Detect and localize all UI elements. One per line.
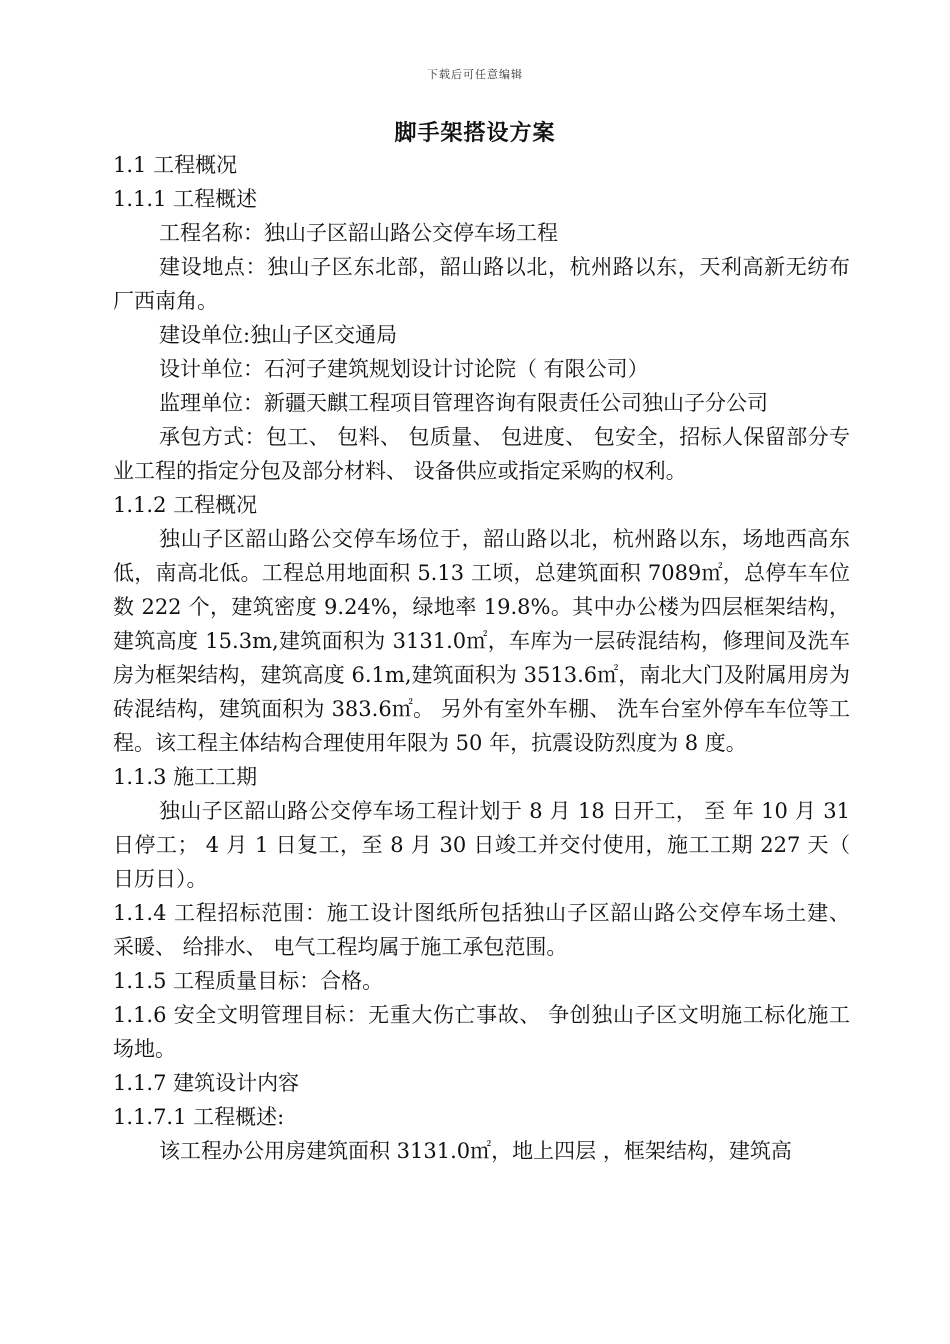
body-paragraph: 建设地点：独山子区东北部，韶山路以北，杭州路以东，天利高新无纺布厂西南角。 bbox=[113, 255, 850, 313]
body-paragraph: 该工程办公用房建筑面积 3131.0㎡，地上四层 ，框架结构，建筑高 bbox=[159, 1139, 792, 1163]
section-heading: 1.1.2 工程概况 bbox=[113, 493, 258, 517]
body-paragraph: 设计单位：石河子建筑规划设计讨论院（ 有限公司） bbox=[159, 357, 649, 381]
body-paragraph: 承包方式：包工、 包料、 包质量、 包进度、 包安全，招标人保留部分专业工程的指定分包及部分材料、 设备供应或指定采购的权利。 bbox=[113, 425, 850, 483]
section-heading: 1.1.7 建筑设计内容 bbox=[113, 1071, 300, 1095]
body-paragraph: 独山子区韶山路公交停车场位于，韶山路以北，杭州路以东，场地西高东低，南高北低。工程总用地面积 5.13 工顷，总建筑面积 7089㎡，总停车车位数 222 个，建筑密度 9.24%，绿地率 19.8%。其中办公楼为四层框架结构，建筑高度 15.3m,建筑面积为 3131.0㎡，车库为一层砖混结构，修理间及洗车房为框架结构，建筑高度 6.1m,建筑面积为 3513.6㎡，南北大门及附属用房为砖混结构，建筑面积为 383.6㎡。 另外有室外车棚、 洗车台室外停车车位等工程。该工程主体结构合理使用年限为 50 年，抗震设防烈度为 8 度。 bbox=[113, 527, 850, 755]
section-paragraph: 1.1.5 工程质量目标：合格。 bbox=[113, 969, 384, 993]
document-title: 脚手架搭设方案 bbox=[394, 120, 556, 146]
body-paragraph: 工程名称：独山子区韶山路公交停车场工程 bbox=[159, 221, 558, 245]
section-paragraph: 1.1.4 工程招标范围：施工设计图纸所包括独山子区韶山路公交停车场土建、 采暖、 给排水、 电气工程均属于施工承包范围。 bbox=[113, 901, 850, 959]
body-paragraph: 监理单位：新疆天麒工程项目管理咨询有限责任公司独山子分公司 bbox=[159, 391, 768, 415]
section-heading: 1.1.3 施工工期 bbox=[113, 765, 258, 789]
section-heading: 1.1 工程概况 bbox=[113, 153, 238, 177]
body-paragraph: 独山子区韶山路公交停车场工程计划于 8 月 18 日开工， 至 年 10 月 31 日停工； 4 月 1 日复工，至 8 月 30 日竣工并交付使用，施工工期 227 天（ 日历日）。 bbox=[113, 799, 850, 891]
section-heading: 1.1.1 工程概述 bbox=[113, 187, 258, 211]
section-heading: 1.1.7.1 工程概述: bbox=[113, 1105, 285, 1129]
header-note: 下载后可任意编辑 bbox=[427, 68, 523, 81]
body-paragraph: 建设单位:独山子区交通局 bbox=[159, 323, 398, 347]
section-paragraph: 1.1.6 安全文明管理目标：无重大伤亡事故、 争创独山子区文明施工标化施工场地。 bbox=[113, 1003, 850, 1061]
document-body bbox=[113, 148, 850, 1168]
